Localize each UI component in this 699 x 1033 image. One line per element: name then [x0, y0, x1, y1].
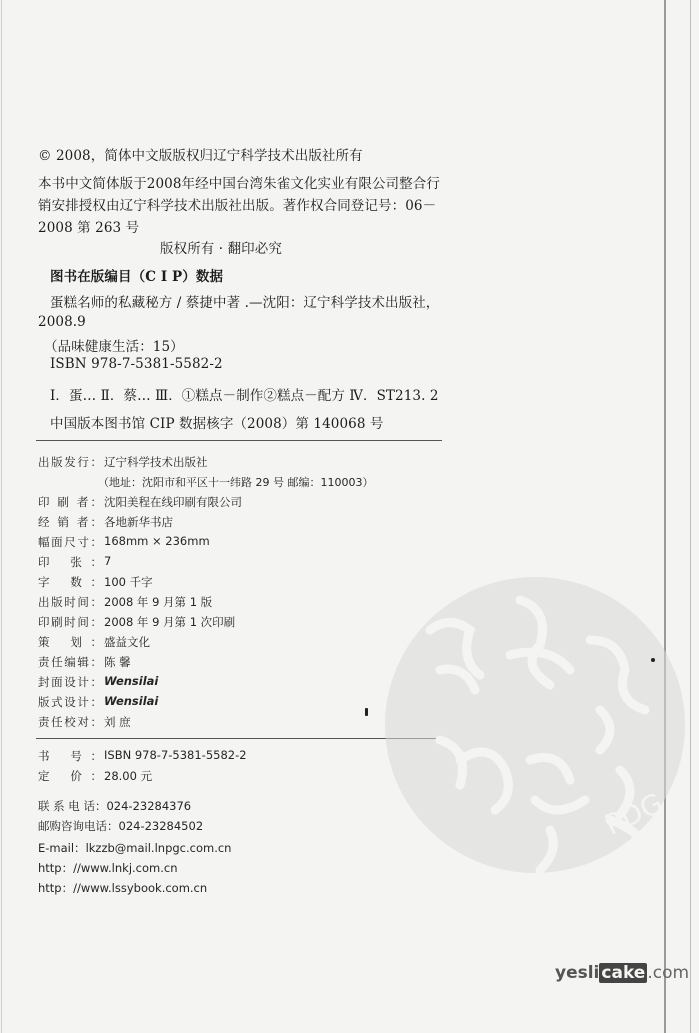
info-row — [38, 714, 131, 730]
info-row — [38, 614, 235, 630]
email-row — [38, 840, 231, 856]
info-label: 责任校对： — [38, 715, 102, 729]
info-value: 7 — [104, 554, 112, 568]
website-row-2 — [38, 880, 207, 896]
cip-record: 中国版本图书馆 CIP 数据核字（2008）第 140068 号 — [50, 416, 384, 432]
info-row — [38, 534, 210, 550]
info-label: 印 张： — [38, 555, 102, 569]
info-label: 版式设计： — [38, 695, 102, 709]
stamp-text: PDG — [599, 786, 669, 842]
info-row — [38, 554, 111, 570]
book-isbn-row — [38, 748, 247, 764]
info-value: 2008 年 9 月第 1 次印刷 — [104, 615, 236, 629]
site-highlight: cake — [601, 963, 646, 983]
email-label: E-mail： — [38, 841, 86, 855]
copyright-line: © 2008，简体中文版版权归辽宁科学技术出版社所有 — [38, 148, 363, 164]
info-label: 印刷时间： — [38, 615, 102, 629]
website-row-1 — [38, 860, 178, 876]
divider-1 — [36, 440, 442, 441]
ink-speck — [651, 658, 655, 662]
info-label: 字 数： — [38, 575, 102, 589]
cip-entry-line-1: 蛋糕名师的私藏秘方 / 蔡捷中著 .—沈阳：辽宁科学技术出版社， — [50, 295, 440, 311]
license-line-2: 销安排授权由辽宁科学技术出版社出版。著作权合同登记号：06－ — [38, 198, 437, 214]
info-row — [38, 574, 153, 590]
info-value: 100 千字 — [104, 575, 153, 589]
website-label: http： — [38, 861, 74, 875]
phone-row — [38, 798, 191, 814]
cip-series: （品味健康生活：15） — [44, 339, 184, 355]
info-row — [38, 514, 173, 530]
info-value: 陈 馨 — [104, 655, 131, 669]
info-label: 幅面尺寸： — [38, 535, 102, 549]
website-label: http： — [38, 881, 74, 895]
info-label: 策 划： — [38, 635, 102, 649]
price-value: 28.00 元 — [104, 769, 153, 783]
website-value: //www.lssybook.com.cn — [73, 881, 208, 895]
info-value: Wensilai — [104, 694, 159, 708]
phone-label: 联 系 电 话： — [38, 799, 107, 813]
price-row — [38, 768, 152, 784]
info-value: 刘 庶 — [104, 715, 131, 729]
info-value: 各地新华书店 — [104, 515, 173, 529]
site-watermark — [555, 963, 689, 983]
info-label: 封面设计： — [38, 675, 102, 689]
info-row — [38, 694, 158, 710]
mail-phone-row — [38, 818, 203, 834]
price-label: 定 价： — [38, 769, 102, 783]
site-suffix: .com — [647, 963, 690, 983]
cip-subjects: Ⅰ．蛋… Ⅱ．蔡… Ⅲ．①糕点－制作②糕点－配方 Ⅳ．ST213. 2 — [50, 388, 439, 404]
cip-entry-line-2: 2008.9 — [38, 314, 86, 330]
info-row — [38, 654, 131, 670]
publisher-address: （地址：沈阳市和平区十一纬路 29 号 邮编：110003） — [98, 476, 374, 489]
info-row — [38, 634, 150, 650]
info-row — [38, 594, 212, 610]
site-prefix: yesli — [555, 963, 600, 983]
info-row — [38, 674, 158, 690]
info-label: 责任编辑： — [38, 655, 102, 669]
book-isbn-label: 书 号： — [38, 749, 102, 763]
ink-speck — [365, 708, 368, 716]
license-line-1: 本书中文简体版于2008年经中国台湾朱雀文化实业有限公司整合行 — [38, 176, 440, 192]
book-isbn-value: ISBN 978-7-5381-5582-2 — [104, 748, 247, 762]
cip-isbn: ISBN 978-7-5381-5582-2 — [50, 356, 223, 372]
mail-phone-label: 邮购咨询电话： — [38, 819, 119, 833]
website-value: //www.lnkj.com.cn — [73, 861, 178, 875]
info-label: 出版时间： — [38, 595, 102, 609]
license-line-3: 2008 第 263 号 — [38, 220, 140, 236]
mail-phone-value: 024-23284502 — [118, 819, 204, 833]
page-edge-left — [1, 0, 2, 1033]
info-value: 沈阳美程在线印刷有限公司 — [104, 495, 242, 509]
info-value: 2008 年 9 月第 1 版 — [104, 595, 213, 609]
publisher-value: 辽宁科学技术出版社 — [104, 455, 208, 469]
publisher-label: 出版发行： — [38, 455, 102, 469]
info-row — [38, 494, 242, 510]
publisher-row — [38, 454, 208, 470]
info-value: 168mm × 236mm — [104, 534, 210, 548]
email-value: lkzzb@mail.lnpgc.com.cn — [85, 841, 232, 855]
info-value: 盛益文化 — [104, 635, 150, 649]
info-label: 印 刷 者： — [38, 495, 102, 509]
phone-value: 024-23284376 — [106, 799, 192, 813]
cip-heading: 图书在版编目（C I P）数据 — [50, 269, 224, 285]
info-value: Wensilai — [104, 674, 159, 688]
watermark-stamp — [370, 560, 699, 890]
info-label: 经 销 者： — [38, 515, 102, 529]
rights-reserved: 版权所有 · 翻印必究 — [160, 241, 282, 257]
